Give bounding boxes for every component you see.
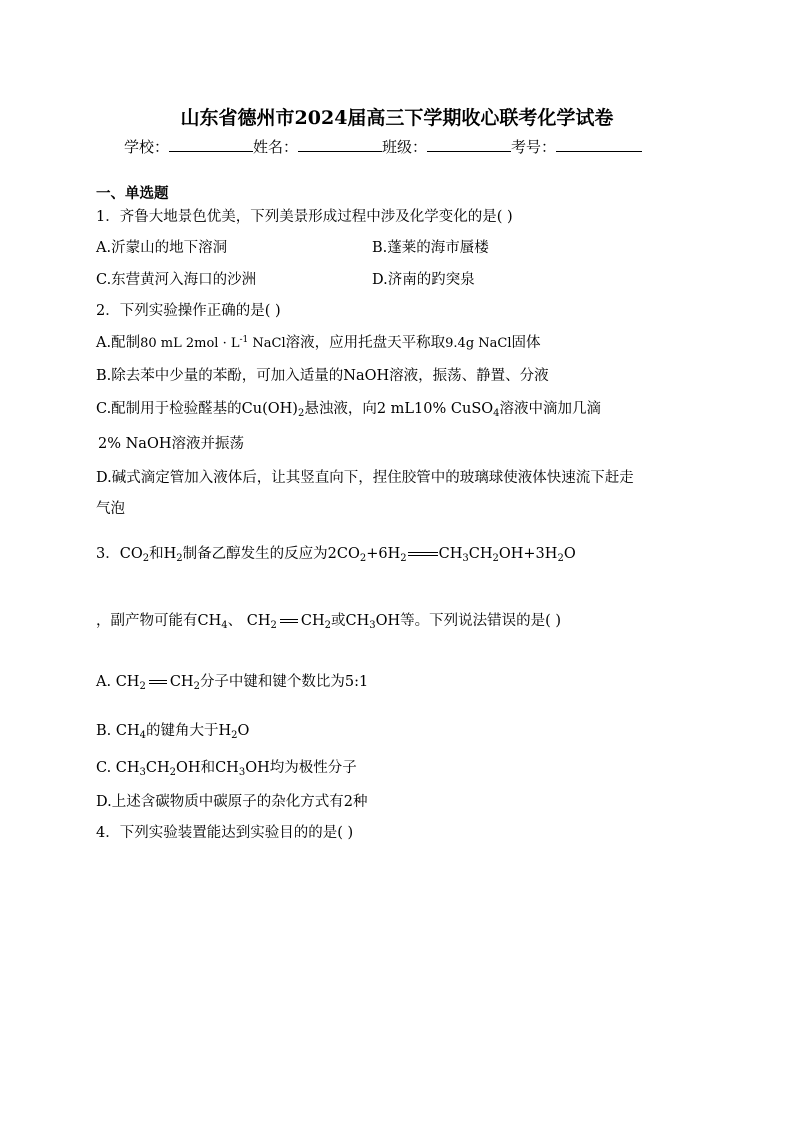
q2-option-d-line2: 气泡 <box>96 501 125 517</box>
q2-c-prefix: C.配制用于检验醛基的Cu(OH) <box>96 401 298 417</box>
q3-number: 3． <box>96 546 120 562</box>
q3-product: CH <box>438 546 463 562</box>
sub: 2 <box>557 553 564 564</box>
class-label: 班级： <box>382 138 428 156</box>
q2-a-salt: NaCl <box>248 336 286 351</box>
school-blank[interactable] <box>169 137 253 152</box>
page-title: 山东省德州市2024届高三下学期收心联考化学试卷 <box>180 107 614 129</box>
q2-a-post: 溶液，应用托盘天平称取 <box>285 335 446 351</box>
sub: 2 <box>270 620 277 631</box>
sub: 4 <box>221 620 228 631</box>
q3-a-text: A. CH <box>96 674 140 690</box>
q3-option-d: D.上述含碳物质中碳原子的杂化方式有2种 <box>96 794 368 810</box>
q3-option-c <box>96 756 357 778</box>
q3-reactant: +6H <box>366 546 401 562</box>
q3-a-text: 分子中键和键个数比为5:1 <box>199 674 369 690</box>
q2-option-c-line2: 2% NaOH溶液并振荡 <box>98 436 244 452</box>
q3-c-text: CH <box>145 760 170 776</box>
q2-c-end: 溶液中滴加几滴 <box>499 401 602 417</box>
q3-c-text: OH均为极性分子 <box>245 760 357 776</box>
sub: 2 <box>492 553 499 564</box>
q3-methanol: 或CH <box>330 613 370 629</box>
q2-c-mid: 悬浊液，向2 mL10% CuSO <box>304 401 494 417</box>
name-label: 姓名： <box>253 138 299 156</box>
q2-option-d-line1: D.碱式滴定管加入液体后，让其竖直向下，捏住胶管中的玻璃球使液体快速流下赶走 <box>96 470 634 486</box>
sub: 2 <box>359 553 367 564</box>
q2-a-exp: -1 <box>239 335 249 345</box>
q3-product: OH+3H <box>498 546 558 562</box>
sub: 3 <box>462 553 469 564</box>
q3-c-text: C. CH <box>96 760 140 776</box>
q1-stem: 1．齐鲁大地景色优美，下列美景形成过程中涉及化学变化的是( ) <box>96 209 513 225</box>
sub: 2 <box>231 730 238 741</box>
sub: 2 <box>193 681 200 692</box>
sub: 2 <box>324 620 331 631</box>
name-blank[interactable] <box>298 137 382 152</box>
sub: 2 <box>176 553 183 564</box>
q3-c-text: OH和CH <box>176 760 239 776</box>
sub: 3 <box>369 620 376 631</box>
q2-option-b: B.除去苯中少量的苯酚，可加入适量的NaOH溶液，振荡、静置、分液 <box>96 368 549 384</box>
reaction-equals-sign <box>408 552 438 556</box>
q3-b-text: B. CH <box>96 723 140 739</box>
q1-option-c: C.东营黄河入海口的沙洲 <box>96 272 257 288</box>
q3-ethylene: 、 CH <box>227 613 271 629</box>
double-bond-icon <box>280 619 298 623</box>
q2-stem: 2．下列实验操作正确的是( ) <box>96 303 281 319</box>
sub: 4 <box>139 730 146 741</box>
q3-ethylene: CH <box>300 613 325 629</box>
q3-a-text: CH <box>169 674 194 690</box>
q3-reaction-text: 制备乙醇发生的反应为2CO <box>182 546 360 562</box>
q2-option-a <box>96 331 541 352</box>
sub: 3 <box>238 767 246 778</box>
q3-option-b <box>96 719 249 741</box>
q3-co2: CO <box>119 546 143 562</box>
sub: 2 <box>400 553 407 564</box>
q3-byproducts: ，副产物可能有CH <box>96 613 222 629</box>
number-label: 考号： <box>511 138 557 156</box>
q3-b-text: O <box>237 723 250 739</box>
student-info-row <box>124 136 642 157</box>
sub: 2 <box>169 767 177 778</box>
q1-option-a: A.沂蒙山的地下溶洞 <box>96 240 228 256</box>
q2-a-conc: 80 mL 2mol · L <box>140 336 240 351</box>
double-bond-icon <box>149 680 167 684</box>
class-blank[interactable] <box>427 137 511 152</box>
q3-b-text: 的键角大于H <box>146 723 232 739</box>
section-heading: 一、单选题 <box>96 185 169 202</box>
school-label: 学校： <box>124 138 170 156</box>
q2-a-prefix: A.配制 <box>96 335 141 351</box>
q3-product: CH <box>468 546 493 562</box>
q3-option-a <box>96 670 368 692</box>
q2-c-sub2: 4 <box>493 408 500 419</box>
q3-h2: 和H <box>149 546 177 562</box>
q4-stem: 4．下列实验装置能达到实验目的的是( ) <box>96 825 354 841</box>
sub: 2 <box>139 681 146 692</box>
sub: 2 <box>142 553 150 564</box>
q1-option-d: D.济南的趵突泉 <box>372 272 475 288</box>
q3-product: O <box>563 546 576 562</box>
q2-a-mass: 9.4g NaCl <box>445 336 512 351</box>
q3-question: OH等。下列说法错误的是( ) <box>375 613 562 629</box>
q2-a-end: 固体 <box>511 335 541 351</box>
sub: 3 <box>139 767 146 778</box>
q3-stem <box>96 542 576 564</box>
q2-option-c <box>96 397 601 419</box>
number-blank[interactable] <box>556 137 642 152</box>
q3-line2 <box>96 609 561 631</box>
q2-c-sub: 2 <box>297 408 305 419</box>
q1-option-b: B.蓬莱的海市蜃楼 <box>372 240 489 256</box>
